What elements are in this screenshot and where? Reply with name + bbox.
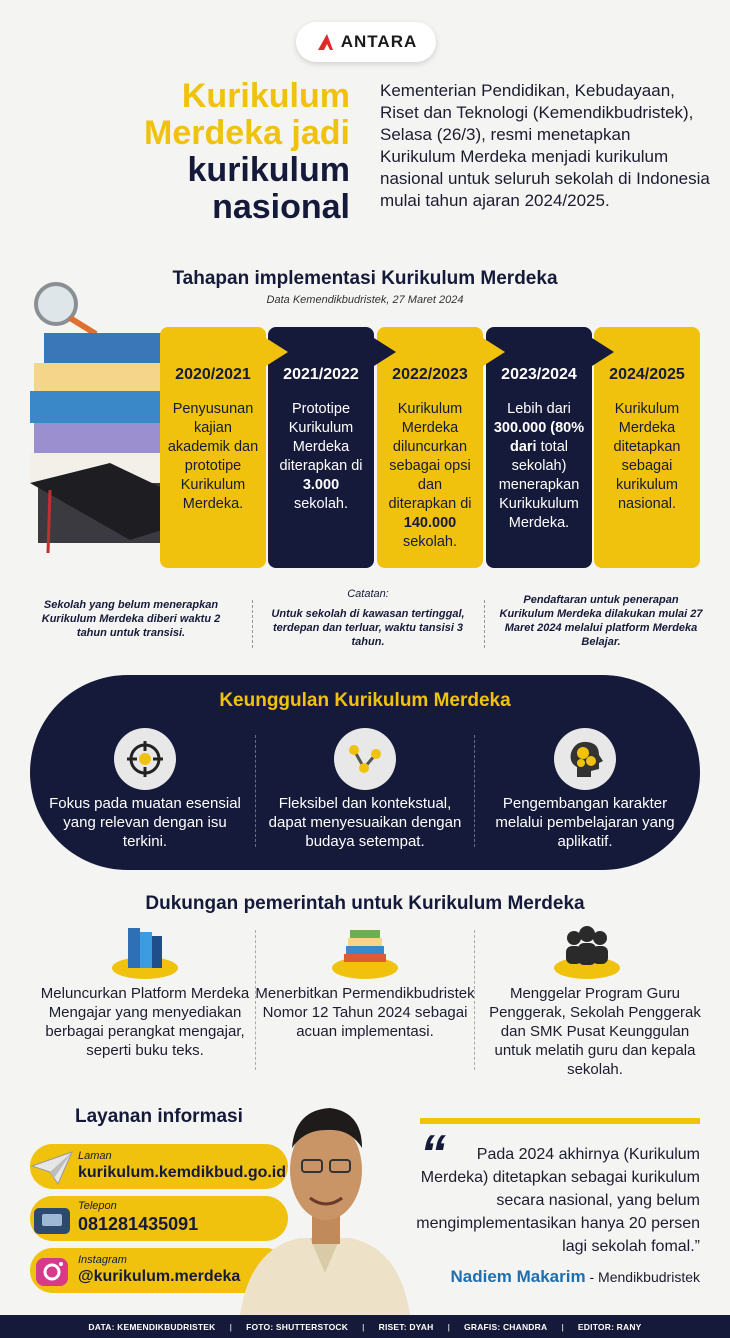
service-label: Instagram bbox=[78, 1254, 127, 1266]
stage-card-2020 bbox=[160, 327, 266, 568]
quote-text: Pada 2024 akhirnya (Kurikulum Merdeka) ditetapkan sebagai kurikulum secara nasional, yang belum mengimplementasikan hanya 20 persen lagi sekolah fomal.” bbox=[416, 1146, 700, 1255]
target-icon bbox=[114, 728, 176, 790]
stage-arrow-icon bbox=[592, 338, 614, 366]
note-center-label: Catatan: bbox=[347, 588, 389, 600]
stage-text: Prototipe Kurikulum Merdeka diterapkan di 3.000 sekolah. bbox=[279, 401, 363, 512]
advantage-divider bbox=[255, 735, 256, 847]
connection-icon bbox=[334, 728, 396, 790]
headline bbox=[110, 78, 350, 226]
advantage-text: Pengembangan karakter melalui pembelajaran yang aplikatif. bbox=[495, 795, 675, 850]
speaker-portrait bbox=[240, 1098, 410, 1315]
antara-logo-icon bbox=[315, 32, 335, 52]
credit-riset: RISET: DYAH bbox=[378, 1321, 434, 1332]
credit-editor: EDITOR: RANY bbox=[577, 1321, 642, 1332]
telephone-icon bbox=[30, 1200, 74, 1240]
head-gears-icon bbox=[554, 728, 616, 790]
stage-text: Penyusunan kajian akademik dan prototipe Kurikulum Merdeka. bbox=[167, 401, 259, 512]
quote-bar bbox=[420, 1118, 700, 1124]
stage-year: 2020/2021 bbox=[175, 366, 251, 383]
service-label: Telepon bbox=[78, 1200, 117, 1212]
service-value[interactable]: @kurikulum.merdeka bbox=[78, 1268, 241, 1285]
note-center: Untuk sekolah di kawasan tertinggal, terdepan dan terluar, waktu tansisi 3 tahun. bbox=[271, 608, 465, 648]
logo-text: ANTARA bbox=[340, 32, 418, 51]
note-divider bbox=[252, 600, 253, 648]
stage-text: Lebih dari 300.000 (80% dari total sekolah) menerapkan Kurikukulum Merdeka. bbox=[493, 401, 585, 531]
support-text: Menerbitkan Permendikbudristek Nomor 12 Tahun 2024 sebagai acuan implementasi. bbox=[255, 985, 475, 1040]
support-text: Menggelar Program Guru Penggerak, Sekolah Penggerak dan SMK Pusat Keunggulan untuk melatih guru dan kepala sekolah. bbox=[489, 985, 701, 1078]
stage-arrow-icon bbox=[483, 338, 505, 366]
quote-author bbox=[405, 1267, 700, 1287]
support-divider bbox=[474, 930, 475, 1070]
support-text: Meluncurkan Platform Merdeka Mengajar yang menyediakan berbagai perangkat mengajar, seperti buku teks. bbox=[40, 985, 250, 1059]
paper-plane-icon bbox=[30, 1148, 74, 1188]
stage-text: Kurikulum Merdeka ditetapkan sebagai kurikulum nasional. bbox=[613, 401, 681, 512]
advantage-text: Fleksibel dan kontekstual, dapat menyesuaikan dengan budaya setempat. bbox=[268, 795, 462, 850]
service-label: Laman bbox=[78, 1150, 112, 1162]
stage-year: 2021/2022 bbox=[283, 366, 359, 383]
quote-mark-icon: “ bbox=[420, 1125, 446, 1183]
headline-line-4: nasional bbox=[212, 188, 350, 226]
credits-footer: DATA: KEMENDIKBUDRISTEK | FOTO: SHUTTERSTOCK | RISET: DYAH | GRAFIS: CHANDRA | EDITOR: RANY bbox=[0, 1315, 730, 1338]
author-name: Nadiem Makarim bbox=[450, 1267, 586, 1286]
stage-year: 2024/2025 bbox=[609, 366, 685, 383]
note-divider bbox=[484, 600, 485, 648]
support-title: Dukungan pemerintah untuk Kurikulum Merdeka bbox=[145, 893, 585, 914]
book-stack-icon bbox=[330, 918, 400, 980]
intro-text: Kementerian Pendidikan, Kebudayaan, Riset dan Teknologi (Kemendikbudristek), Selasa (26/3), resmi menetapkan Kurikulum Merdeka menjadi kurikulum nasional untuk seluruh sekolah di Indonesia mulai tahun ajaran 2024/2025. bbox=[380, 81, 710, 210]
headline-line-1: Kurikulum bbox=[181, 77, 350, 115]
advantage-divider bbox=[474, 735, 475, 847]
credit-foto: FOTO: SHUTTERSTOCK bbox=[246, 1321, 349, 1332]
stage-arrow-icon bbox=[266, 338, 288, 366]
service-value[interactable]: kurikulum.kemdikbud.go.id bbox=[78, 1164, 287, 1181]
headline-line-2: Merdeka jadi bbox=[144, 114, 350, 152]
instagram-icon bbox=[30, 1252, 74, 1292]
services-title: Layanan informasi bbox=[75, 1106, 243, 1127]
advantage-text: Fokus pada muatan esensial yang relevan dengan isu terkini. bbox=[49, 795, 241, 850]
stage-year: 2022/2023 bbox=[392, 366, 468, 383]
stage-text: Kurikulum Merdeka diluncurkan sebagai opsi dan diterapkan di 140.000 sekolah. bbox=[388, 401, 472, 550]
people-icon bbox=[552, 918, 622, 980]
author-role: - Mendikbudristek bbox=[589, 1269, 700, 1285]
advantages-title: Keunggulan Kurikulum Merdeka bbox=[219, 690, 511, 711]
stages-source: Data Kemendikbudristek, 27 Maret 2024 bbox=[266, 294, 464, 306]
note-left: Sekolah yang belum menerapkan Kurikulum Merdeka diberi waktu 2 tahun untuk transisi. bbox=[41, 599, 221, 639]
stage-arrow-icon bbox=[374, 338, 396, 366]
credit-data: DATA: KEMENDIKBUDRISTEK bbox=[88, 1321, 216, 1332]
stage-year: 2023/2024 bbox=[501, 366, 577, 383]
service-value[interactable]: 081281435091 bbox=[78, 1214, 199, 1234]
note-right: Pendaftaran untuk penerapan Kurikulum Merdeka dilakukan mulai 27 Maret 2024 melalui platform Merdeka Belajar. bbox=[499, 594, 703, 648]
stages-title: Tahapan implementasi Kurikulum Merdeka bbox=[172, 268, 558, 289]
credit-grafis: GRAFIS: CHANDRA bbox=[464, 1321, 548, 1332]
headline-line-3: kurikulum bbox=[187, 151, 350, 189]
books-icon bbox=[110, 918, 180, 980]
antara-logo bbox=[296, 22, 436, 62]
